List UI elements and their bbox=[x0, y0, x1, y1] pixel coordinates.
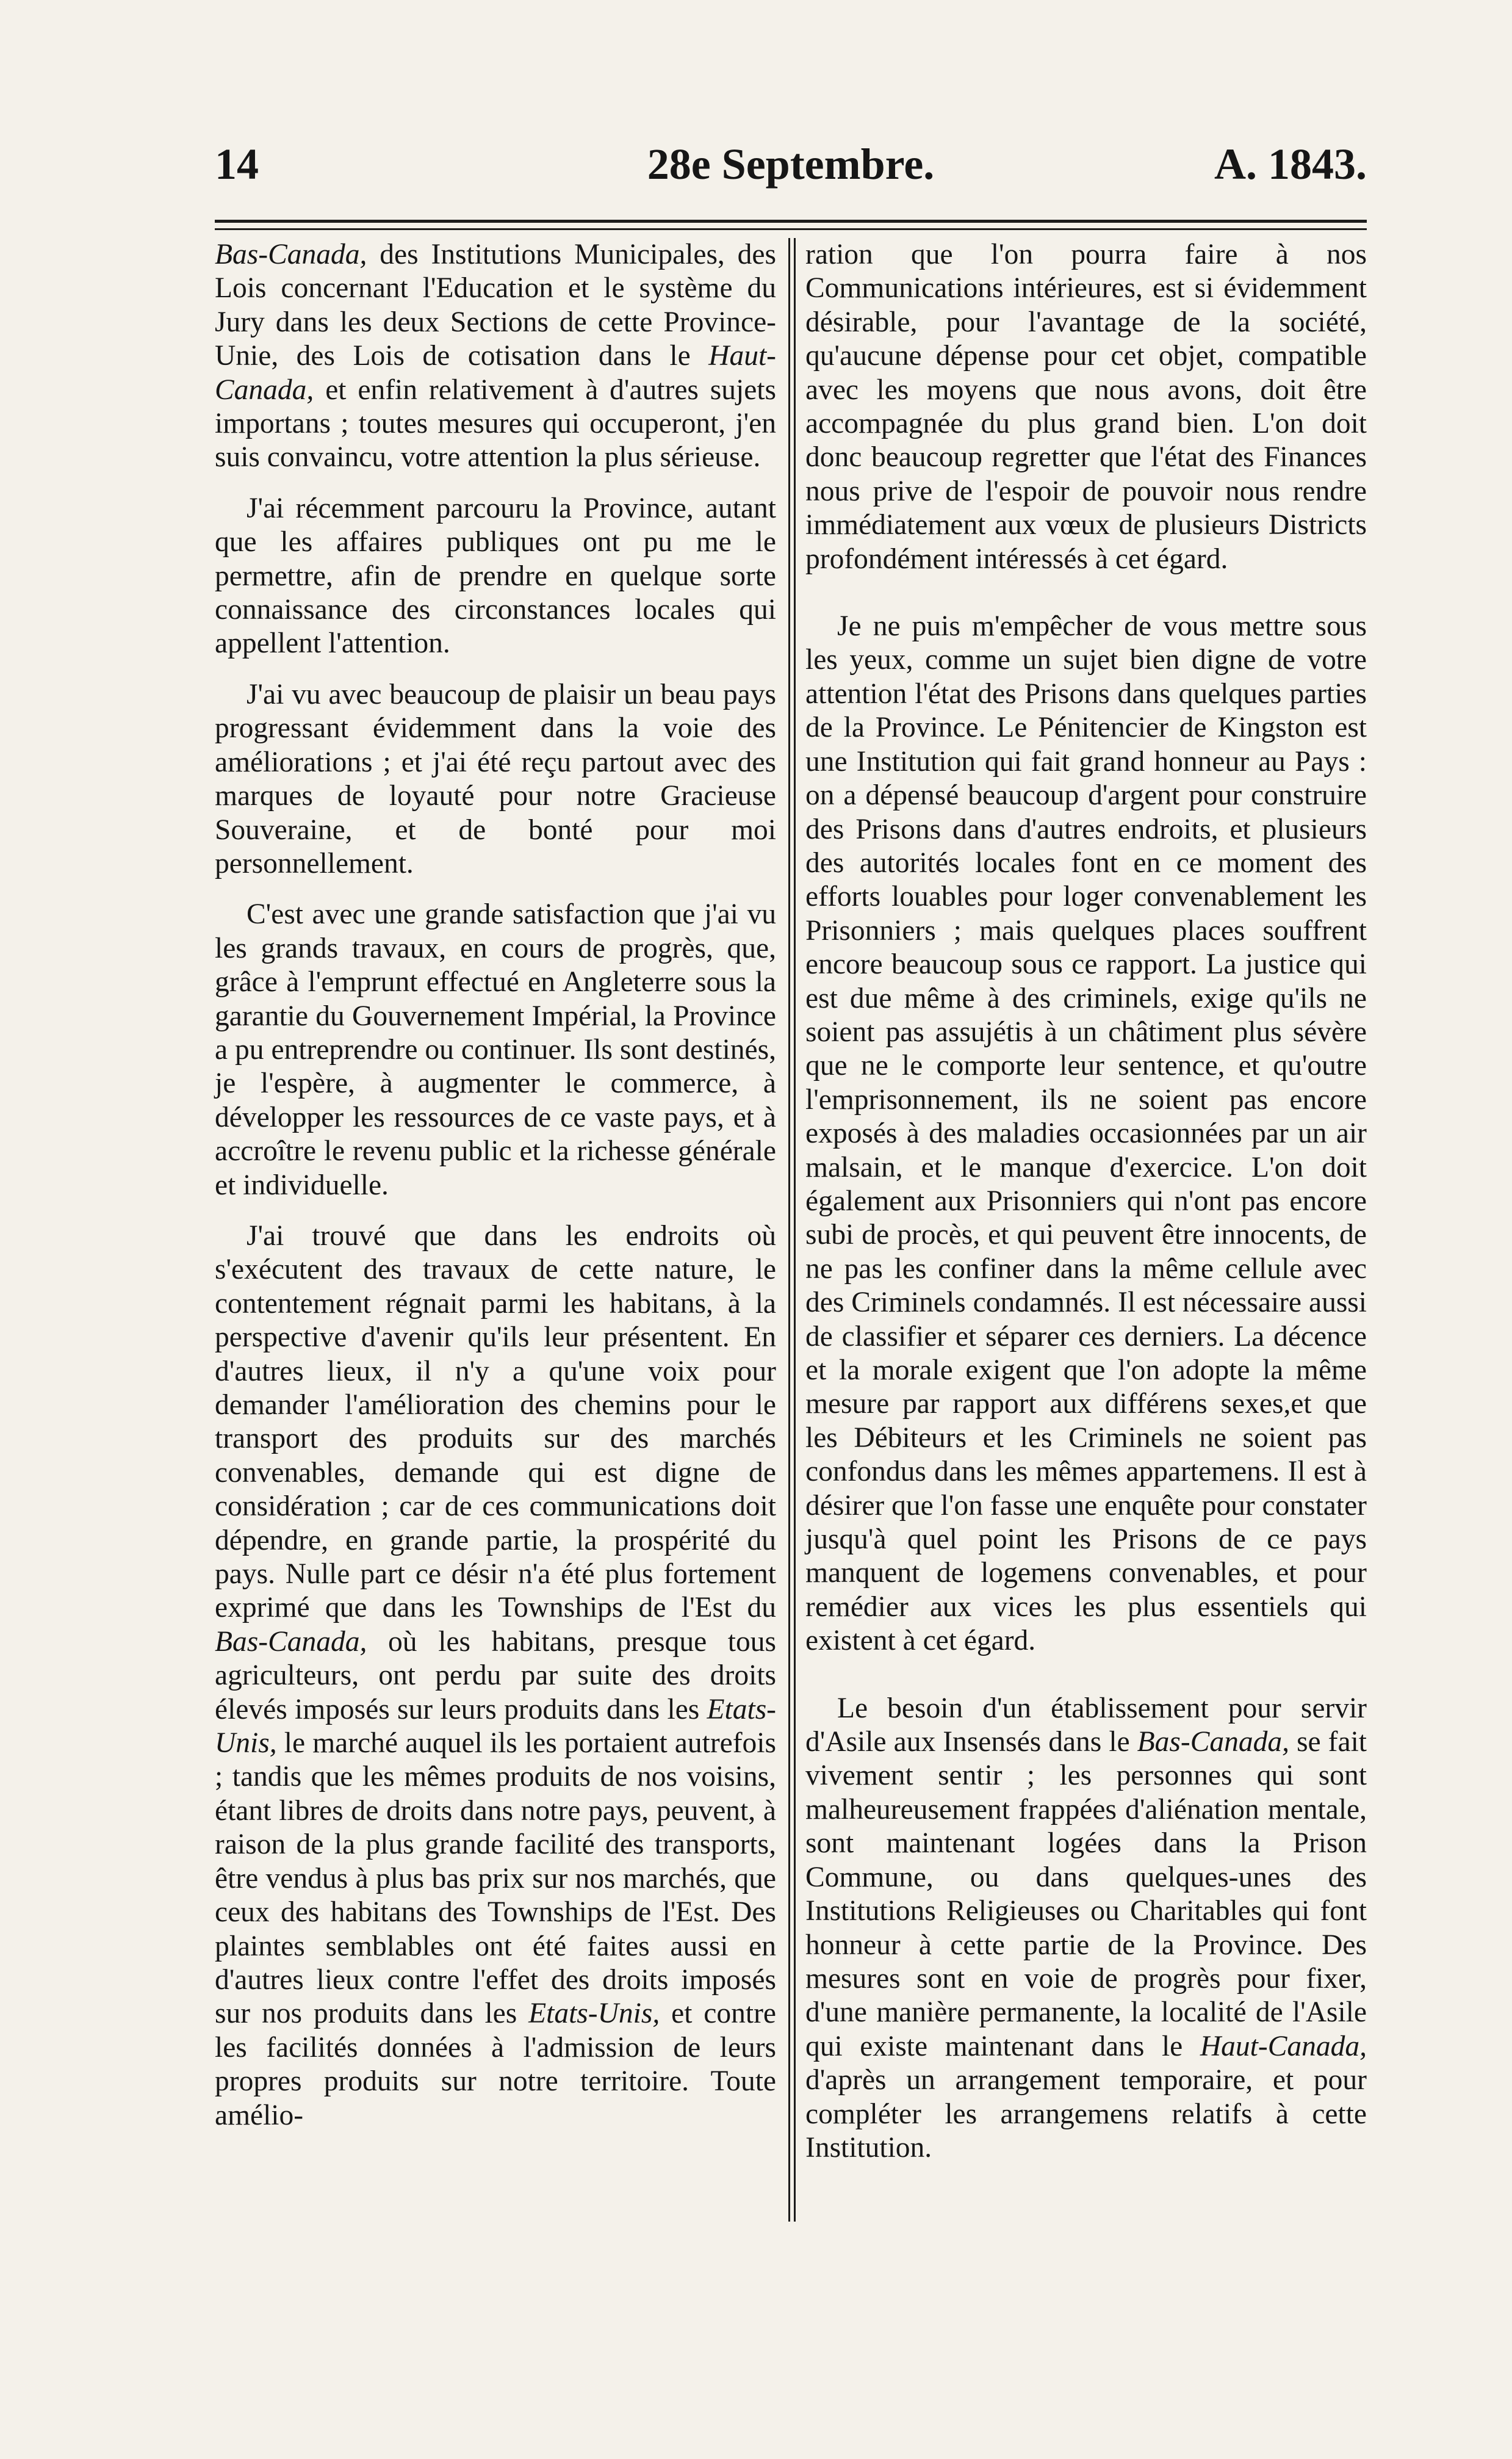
page-number: 14 bbox=[215, 140, 259, 189]
column-divider-right bbox=[794, 238, 796, 2222]
italic-place-name: Bas-Canada, bbox=[215, 239, 367, 270]
text-run: où les habitans, presque tous agriculteurs, ont perdu par suite des droits élevés imposés sur leurs produits dans les bbox=[215, 1625, 776, 1725]
italic-place-name: Haut-Canada, bbox=[215, 340, 776, 406]
text-run: le marché auquel ils les portaient autrefois ; tandis que les mêmes produits de nos voisins, étant libres de droits dans notre pays, peuvent, à raison de la plus grande facilité des transports, être vendus à plus bas prix sur nos marchés, que ceux des habitans des Townships de l'Est. Des plaintes semblables ont été faites aussi en d'autres lieux contre l'effet des droits imposés sur nos produits dans les bbox=[215, 1727, 776, 2030]
right-column bbox=[805, 238, 1367, 2182]
page-header bbox=[215, 139, 1367, 200]
left-paragraph-1 bbox=[215, 238, 776, 475]
text-run: et enfin relativement à d'autres sujets importans ; toutes mesures qui occuperont, j'en suis convaincu, votre attention la plus sérieuse. bbox=[215, 374, 776, 474]
right-paragraph-3 bbox=[805, 1692, 1367, 2165]
left-paragraph-2: J'ai récemment parcouru la Province, autant que les affaires publiques ont pu me le permettre, afin de prendre en quelque sorte connaissance des circonstances locales qui appellent l'attention. bbox=[215, 492, 776, 660]
text-run: J'ai trouvé que dans les endroits où s'exécutent des travaux de cette nature, le contentement régnait parmi les habitans, à la perspective d'avenir qu'ils leur présentent. En d'autres lieux, il n'y a qu'une voix pour demander l'amélioration des chemins pour le transport des produits sur des marchés convenables, demande qui est digne de considération ; car de ces communications doit dépendre, en grande partie, la prospérité du pays. Nulle part ce désir n'a été plus fortement exprimé que dans les Townships de l'Est du bbox=[215, 1219, 776, 1624]
column-divider-left bbox=[788, 238, 790, 2222]
right-paragraph-1: ration que l'on pourra faire à nos Communications intérieures, est si évidemment désirable, pour l'avantage de la société, qu'aucune dépense pour cet objet, compatible avec les moyens que nous avons, doit être accompagnée du plus grand bien. L'on doit donc beaucoup regretter que l'état des Finances nous prive de l'espoir de pouvoir nous rendre immédiatement aux vœux de plusieurs Districts profondément intéressés à cet égard. bbox=[805, 239, 1367, 575]
italic-place-name: Bas-Canada, bbox=[1137, 1726, 1290, 1758]
italic-place-name: Bas-Canada, bbox=[215, 1625, 367, 1658]
text-run: Le besoin d'un établissement pour servir d'Asile aux Insensés dans le bbox=[805, 1692, 1367, 1758]
header-rule-thick bbox=[215, 220, 1367, 223]
text-run: se fait vivement sentir ; les personnes qui sont malheureusement frappées d'aliénation mentale, sont maintenant logées dans la Prison Commune, ou dans quelques-unes des Institutions Religieuses ou Charitables qui font honneur à cette partie de la Province. Des mesures sont en voie de progrès pour fixer, d'une manière permanente, la localité de l'Asile qui existe maintenant dans le bbox=[805, 1726, 1367, 2062]
header-rule-thin bbox=[215, 228, 1367, 230]
italic-place-name: Etats-Unis, bbox=[528, 1998, 660, 2030]
text-run: et contre les facilités données à l'admission de leurs propres produits sur notre territoire. Toute amélio- bbox=[215, 1998, 776, 2131]
left-paragraph-5 bbox=[215, 1219, 776, 2132]
text-run: des Institutions Municipales, des Lois concernant l'Education et le système du Jury dans les deux Sections de cette Province-Unie, des Lois de cotisation dans le bbox=[215, 239, 776, 372]
header-year: A. 1843. bbox=[1214, 140, 1367, 189]
left-paragraph-3: J'ai vu avec beaucoup de plaisir un beau pays progressant évidemment dans la voie des améliorations ; et j'ai été reçu partout avec des marques de loyauté pour notre Gracieuse Souveraine, et de bonté pour moi personnellement. bbox=[215, 678, 776, 879]
left-column bbox=[215, 238, 776, 2150]
left-paragraph-4: C'est avec une grande satisfaction que j'ai vu les grands travaux, en cours de progrès, que, grâce à l'emprunt effectué en Angleterre sous la garantie du Gouvernement Impérial, la Province a pu entreprendre ou continuer. Ils sont destinés, je l'espère, à augmenter le commerce, à développer les ressources de ce vaste pays, et à accroître le revenu public et la richesse générale et individuelle. bbox=[215, 898, 776, 1201]
italic-place-name: Haut-Canada, bbox=[1200, 2030, 1367, 2062]
header-date: 28e Septembre. bbox=[647, 140, 935, 189]
text-run: d'après un arrangement temporaire, et pour compléter les arrangemens relatifs à cette Institution. bbox=[805, 2064, 1367, 2164]
italic-place-name: Etats-Unis, bbox=[215, 1693, 776, 1760]
right-paragraph-2: Je ne puis m'empêcher de vous mettre sous les yeux, comme un sujet bien digne de votre attention l'état des Prisons dans quelques parties de la Province. Le Pénitencier de Kingston est une Institution qui fait grand honneur au Pays : on a dépensé beaucoup d'argent pour construire des Prisons dans d'autres endroits, et plusieurs des autorités locales font en ce moment des efforts louables pour loger convenablement les Prisonniers ; mais quelques places souffrent encore beaucoup sous ce rapport. La justice qui est due même à des criminels, exige qu'ils ne soient pas assujétis à un châtiment plus sévère que ne le comporte leur sentence, et qu'outre l'emprisonnement, ils ne soient pas encore exposés à des maladies occasionnées par un air malsain, et le manque d'exercice. L'on doit également aux Prisonniers qui n'ont pas encore subi de procès, et qui peuvent être innocents, de ne pas les confiner dans la même cellule avec des Criminels condamnés. Il est nécessaire aussi de classifier et séparer ces derniers. La décence et la morale exigent que l'on adopte la même mesure par rapport aux différens sexes,et que les Débiteurs et les Criminels ne soient pas confondus dans les mêmes appartemens. Il est à désirer que l'on fasse une enquête pour constater jusqu'à quel point les Prisons de ce pays manquent de logemens convenables, et pour remédier aux vices les plus essentiels qui existent à cet égard. bbox=[805, 610, 1367, 1657]
